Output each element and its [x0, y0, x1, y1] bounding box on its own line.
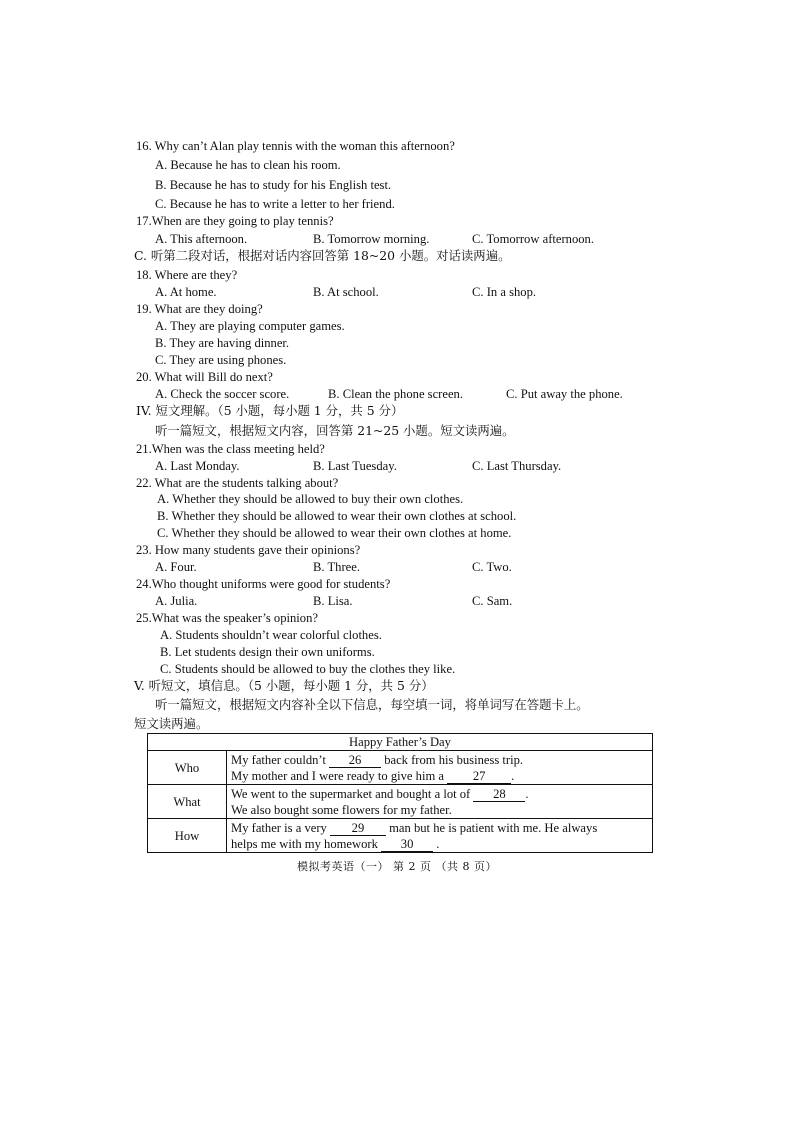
- question-19-option-b: B. They are having dinner.: [155, 336, 290, 350]
- question-23-stem: 23. How many students gave their opinions?: [136, 543, 361, 557]
- part-4-instruction: 听一篇短文，根据短文内容，回答第 21~25 小题。短文读两遍。: [155, 423, 515, 438]
- question-25-option-c: C. Students should be allowed to buy the clothes they like.: [160, 662, 456, 676]
- text-segment: We also bought some flowers for my father.: [231, 802, 452, 817]
- row-line: [231, 752, 648, 768]
- text-segment: My father is a very: [231, 820, 330, 835]
- question-17-option-c: C. Tomorrow afternoon.: [472, 232, 595, 246]
- table-title: Happy Father’s Day: [148, 734, 653, 751]
- row-line: [231, 820, 648, 836]
- question-19-option-c: C. They are using phones.: [155, 353, 287, 367]
- question-20-option-b: B. Clean the phone screen.: [328, 387, 463, 401]
- question-16-option-b: B. Because he has to study for his English test.: [155, 178, 392, 192]
- row-line: [231, 802, 648, 818]
- question-22-option-b: B. Whether they should be allowed to wear their own clothes at school.: [157, 509, 517, 523]
- text-segment: My father couldn’t: [231, 752, 330, 767]
- answer-blank-27: 27: [447, 770, 511, 784]
- text-segment: My mother and I were ready to give him a: [231, 768, 448, 783]
- answer-blank-29: 29: [330, 822, 386, 836]
- question-20-option-a: A. Check the soccer score.: [155, 387, 290, 401]
- part-5-instruction-continued: 短文读两遍。: [134, 716, 209, 731]
- row-content-what: [227, 785, 653, 819]
- table-title-row: [148, 734, 653, 751]
- answer-blank-30: 30: [381, 838, 433, 852]
- row-line: [231, 768, 648, 784]
- answer-blank-28: 28: [473, 788, 525, 802]
- question-25-option-a: A. Students shouldn’t wear colorful clothes.: [160, 628, 382, 642]
- table-row-how: [148, 819, 653, 853]
- text-segment: We went to the supermarket and bought a lot of: [231, 786, 474, 801]
- text-segment: back from his business trip.: [381, 752, 524, 767]
- question-20-option-c: C. Put away the phone.: [506, 387, 623, 401]
- row-label-who: Who: [148, 751, 227, 785]
- question-25-option-b: B. Let students design their own uniforms.: [160, 645, 375, 659]
- row-content-how: [227, 819, 653, 853]
- question-16-option-a: A. Because he has to clean his room.: [155, 158, 341, 172]
- row-label-what: What: [148, 785, 227, 819]
- text-segment: .: [525, 786, 529, 801]
- question-18-option-a: A. At home.: [155, 285, 217, 299]
- text-segment: helps me with my homework: [231, 836, 382, 851]
- fathers-day-info-table: [147, 733, 653, 853]
- question-17-option-a: A. This afternoon.: [155, 232, 248, 246]
- question-22-option-c: C. Whether they should be allowed to wear their own clothes at home.: [157, 526, 512, 540]
- question-24-option-a: A. Julia.: [155, 594, 198, 608]
- question-21-option-a: A. Last Monday.: [155, 459, 240, 473]
- question-25-stem: 25.What was the speaker’s opinion?: [136, 611, 318, 625]
- question-17-stem: 17.When are they going to play tennis?: [136, 214, 334, 228]
- question-21-option-c: C. Last Thursday.: [472, 459, 562, 473]
- question-24-option-b: B. Lisa.: [313, 594, 353, 608]
- question-22-stem: 22. What are the students talking about?: [136, 476, 339, 490]
- question-16-option-c: C. Because he has to write a letter to her friend.: [155, 197, 395, 211]
- text-segment: man but he is patient with me. He always: [385, 820, 598, 835]
- question-19-stem: 19. What are they doing?: [136, 302, 263, 316]
- row-line: [231, 786, 648, 802]
- row-line: [231, 836, 648, 852]
- text-segment: .: [433, 836, 440, 851]
- question-21-option-b: B. Last Tuesday.: [313, 459, 397, 473]
- answer-blank-26: 26: [329, 754, 381, 768]
- question-18-stem: 18. Where are they?: [136, 268, 238, 282]
- part-5-heading: V. 听短文，填信息。（5 小题，每小题 1 分，共 5 分）: [134, 678, 434, 693]
- text-segment: .: [511, 768, 515, 783]
- question-19-option-a: A. They are playing computer games.: [155, 319, 345, 333]
- question-21-stem: 21.When was the class meeting held?: [136, 442, 325, 456]
- row-label-how: How: [148, 819, 227, 853]
- page-footer: 模拟考英语（一） 第 2 页 （共 8 页）: [297, 860, 497, 873]
- question-20-stem: 20. What will Bill do next?: [136, 370, 273, 384]
- question-16-stem: 16. Why can’t Alan play tennis with the woman this afternoon?: [136, 139, 455, 153]
- row-content-who: [227, 751, 653, 785]
- part-5-instruction: 听一篇短文，根据短文内容补全以下信息，每空填一词，将单词写在答题卡上。: [155, 697, 589, 712]
- question-23-option-a: A. Four.: [155, 560, 197, 574]
- table-row-what: [148, 785, 653, 819]
- table-row-who: [148, 751, 653, 785]
- part-4-heading: IV. 短文理解。（5 小题，每小题 1 分，共 5 分）: [136, 403, 404, 418]
- question-23-option-c: C. Two.: [472, 560, 512, 574]
- question-17-option-b: B. Tomorrow morning.: [313, 232, 430, 246]
- question-23-option-b: B. Three.: [313, 560, 360, 574]
- section-c-instruction: C. 听第二段对话，根据对话内容回答第 18~20 小题。对话读两遍。: [134, 248, 511, 263]
- question-24-stem: 24.Who thought uniforms were good for students?: [136, 577, 391, 591]
- question-24-option-c: C. Sam.: [472, 594, 513, 608]
- question-18-option-b: B. At school.: [313, 285, 379, 299]
- question-22-option-a: A. Whether they should be allowed to buy their own clothes.: [157, 492, 464, 506]
- question-18-option-c: C. In a shop.: [472, 285, 537, 299]
